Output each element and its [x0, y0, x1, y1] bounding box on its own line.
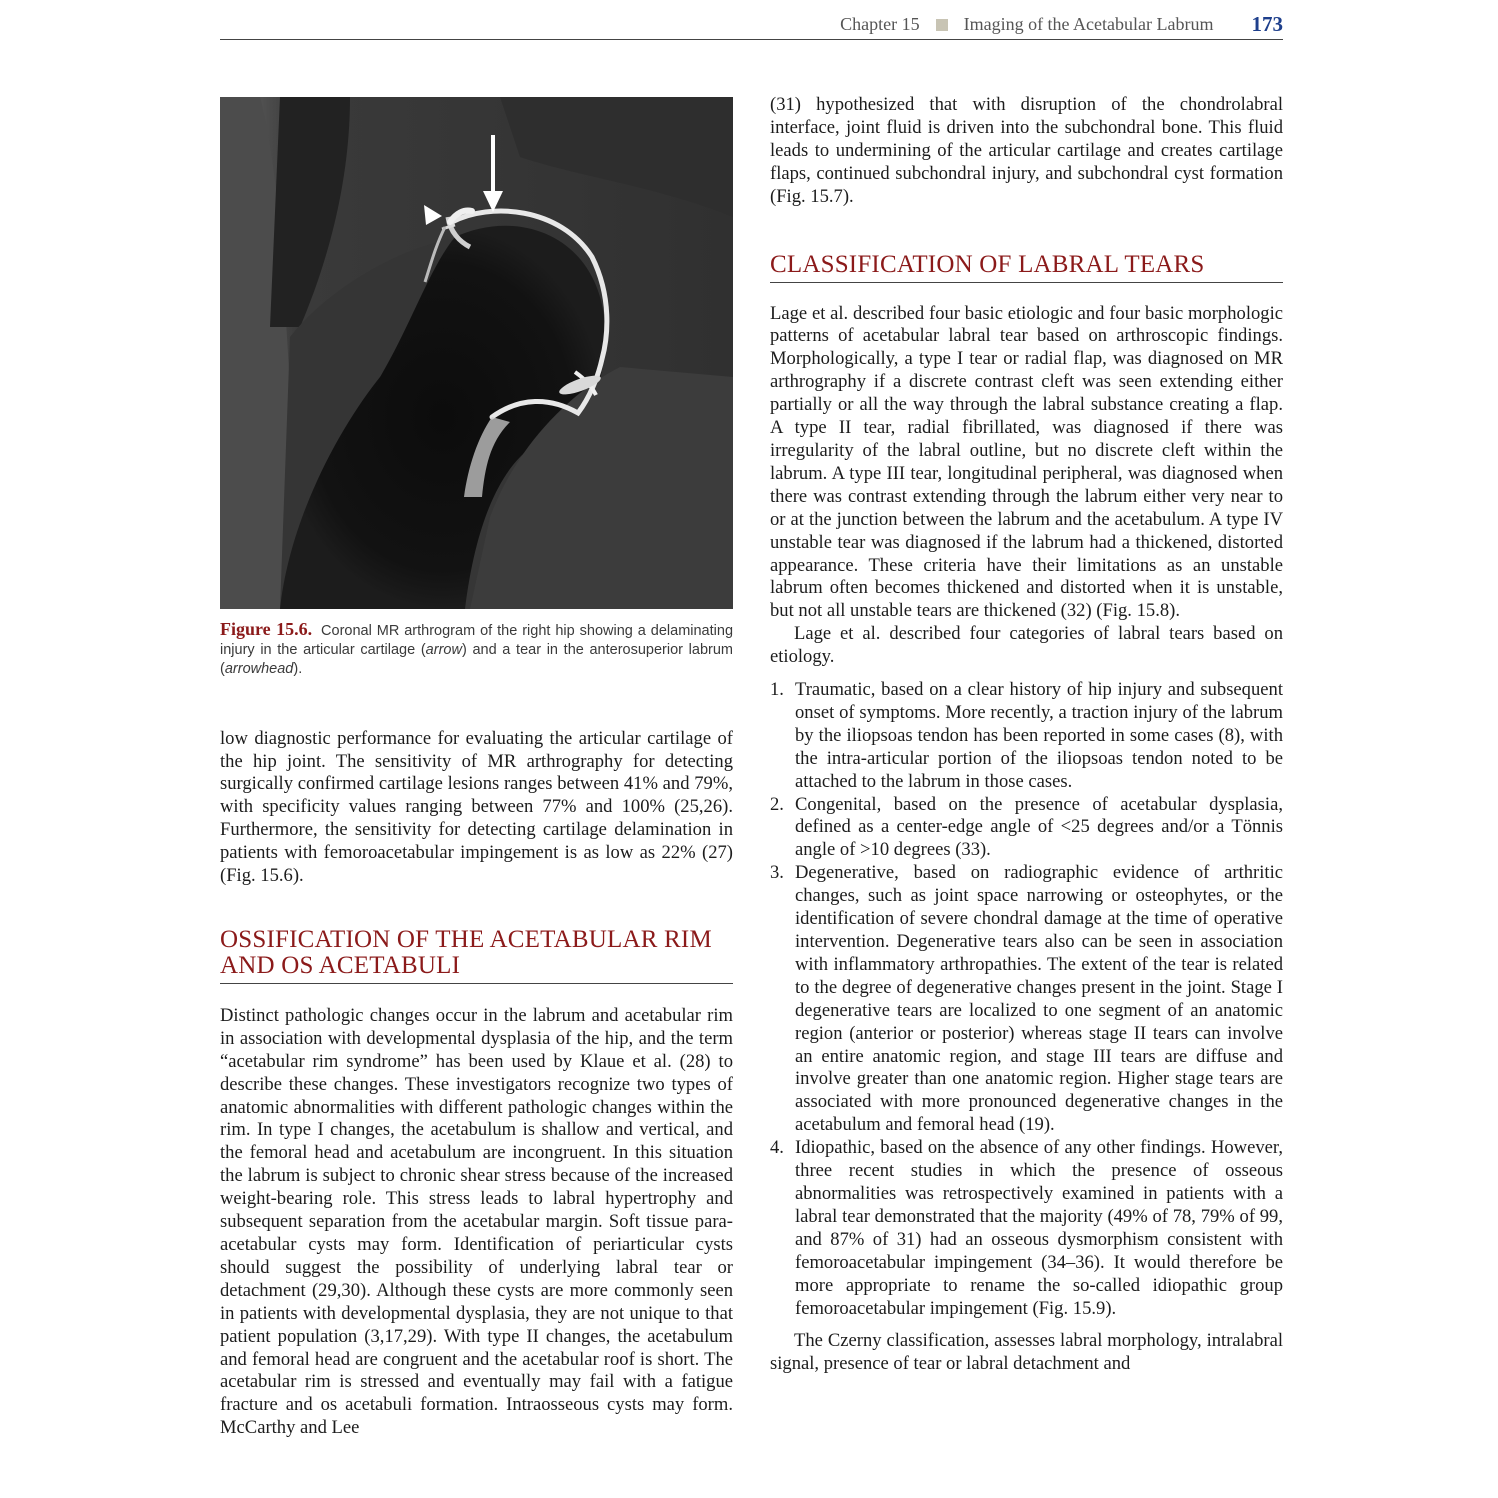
running-head — [220, 10, 1283, 40]
list-item — [770, 679, 1283, 794]
figure-label: Figure 15.6. — [220, 619, 313, 639]
paragraph-czerny: The Czerny classification, assesses labral morphology, intralabral signal, presence of tear or labral detachment and — [770, 1330, 1283, 1375]
etiology-list — [770, 679, 1283, 1320]
heading-ossification: OSSIFICATION OF THE ACETABULAR RIM AND OS ACETABULI — [220, 927, 733, 984]
figure-caption — [220, 620, 733, 680]
left-column — [220, 97, 733, 1440]
chapter-label: Chapter 15 — [840, 14, 920, 34]
paragraph-lage-morphology: Lage et al. described four basic etiologic and four basic morphologic patterns of acetabular labral tear based on arthroscopic findings. Morphologically, a type I tear or radial flap, was diagnosed on MR arthrography if a discrete contrast cleft was seen extending either partially or all the way through the labral substance creating a flap. A type II tear, radial fibrillated, was diagnosed if there was irregularity of the labral outline, but no discrete cleft within the labrum. A type III tear, longitudinal peripheral, was diagnosed when there was contrast extending through the labrum either very near to or at the junction between the labrum and the acetabulum. A type IV unstable tear was diagnosed if the labrum had a thickened, distorted appearance. These criteria have their limitations as an unstable labrum often becomes thickened and distorted when it is unstable, but not all unstable tears are thickened (32) (Fig. 15.8). — [770, 302, 1283, 622]
page-number: 173 — [1251, 12, 1283, 36]
list-number: 4. — [770, 1137, 784, 1159]
paragraph-cartilage-performance: low diagnostic performance for evaluating the articular cartilage of the hip joint. The sensitivity of MR arthrography for detecting surgically confirmed cartilage lesions ranges between 41% and 79%, with specificity values ranging between 77% and 100% (25,26). Furthermore, the sensitivity for detecting cartilage delamination in patients with femoroacetabular impingement is as low as 22% (27) (Fig. 15.6). — [220, 727, 733, 887]
list-text: Idiopathic, based on the absence of any other findings. However, three recent studies in which the presence of osseous abnormalities was retrospectively examined in patients with a labral tear demonstrated that the majority (49% of 78, 79% of 99, and 87% of 31) had an osseous dysmorphism consistent with femoroacetabular impingement (34–36). It would therefore be more appropriate to rename the so-called idiopathic group femoroacetabular impingement (Fig. 15.9). — [795, 1137, 1283, 1319]
paragraph-chondrolabral: (31) hypothesized that with disruption of the chondrolabral interface, joint fluid is driven into the subchondral bone. This fluid leads to undermining of the articular cartilage and creates cartilage flaps, continued subchondral injury, and subchondral cyst formation (Fig. 15.7). — [770, 94, 1283, 207]
list-item — [770, 1137, 1283, 1320]
paragraph-ossification: Distinct pathologic changes occur in the labrum and acetabular rim in association with developmental dysplasia of the hip, and the term “acetabular rim syndrome” has been used by Klaue et al. (28) to describe these changes. These investigators recognize two types of anatomic abnormalities with different pathologic changes within the rim. In type I changes, the acetabulum is shallow and vertical, and the femoral head and acetabulum are incongruent. In this situation the labrum is subject to chronic shear stress because of the increased weight-bearing role. This stress leads to labral hypertrophy and subsequent separation from the acetabular margin. Soft tissue para-acetabular cysts may form. Identification of periarticular cysts should suggest the possibility of underlying labral tear or detachment (29,30). Although these cysts are more commonly seen in patients with developmental dysplasia, they are not unique to that patient population (3,17,29). With type II changes, the acetabulum and femoral head are congruent and the acetabular roof is short. The acetabular rim is stressed and eventually may fail with a fatigue fracture and os acetabuli formation. Intraosseous cysts may form. McCarthy and Lee — [220, 1004, 733, 1439]
caption-arrowhead-term: arrowhead — [224, 661, 294, 678]
list-item — [770, 794, 1283, 863]
chapter-title: Imaging of the Acetabular Labrum — [963, 14, 1214, 34]
caption-text-1: Coronal MR arthrogram of the right hip showing a delaminating injury in the articular cartilage ( — [220, 623, 734, 659]
list-number: 2. — [770, 793, 784, 815]
list-number: 3. — [770, 862, 784, 884]
list-text: Traumatic, based on a clear history of hip injury and subsequent onset of symptoms. More recently, a traction injury of the labrum by the iliopsoas tendon has been reported in some cases (8), with the intra-articular portion of the iliopsoas tendon noted to be attached to the labrum in those cases. — [795, 679, 1283, 792]
list-text: Degenerative, based on radiographic evidence of arthritic changes, such as joint space narrowing or osteophytes, or the identification of severe chondral damage at the time of operative intervention. Degenerative tears also can be seen in association with inflammatory arthropathies. The extent of the tear is related to the degree of degenerative changes present in the joint. Stage I degenerative tears are localized to one segment of an anatomic region (anterior or posterior) whereas stage II tears can involve an entire anatomic region, and stage III tears are diffuse and involve greater than one anatomic region. Higher stage tears are associated with more pronounced degenerative changes in the acetabulum and femoral head (19). — [795, 862, 1283, 1136]
list-item — [770, 862, 1283, 1137]
caption-text-2: ) and a tear in the anterosuperior labrum ( — [220, 642, 733, 678]
mr-arthrogram-image — [220, 97, 733, 609]
list-number: 1. — [770, 679, 784, 701]
heading-classification: CLASSIFICATION OF LABRAL TEARS — [770, 252, 1283, 283]
list-text: Congenital, based on the presence of acetabular dysplasia, defined as a center-edge angle of <25 degrees and/or a Tönnis angle of >10 degrees (33). — [795, 793, 1283, 861]
caption-text-3: ). — [293, 661, 303, 678]
square-separator-icon — [936, 19, 948, 31]
right-column — [770, 94, 1283, 1376]
caption-arrow-term: arrow — [425, 642, 462, 659]
paragraph-etiology-intro: Lage et al. described four categories of labral tears based on etiology. — [770, 623, 1283, 668]
